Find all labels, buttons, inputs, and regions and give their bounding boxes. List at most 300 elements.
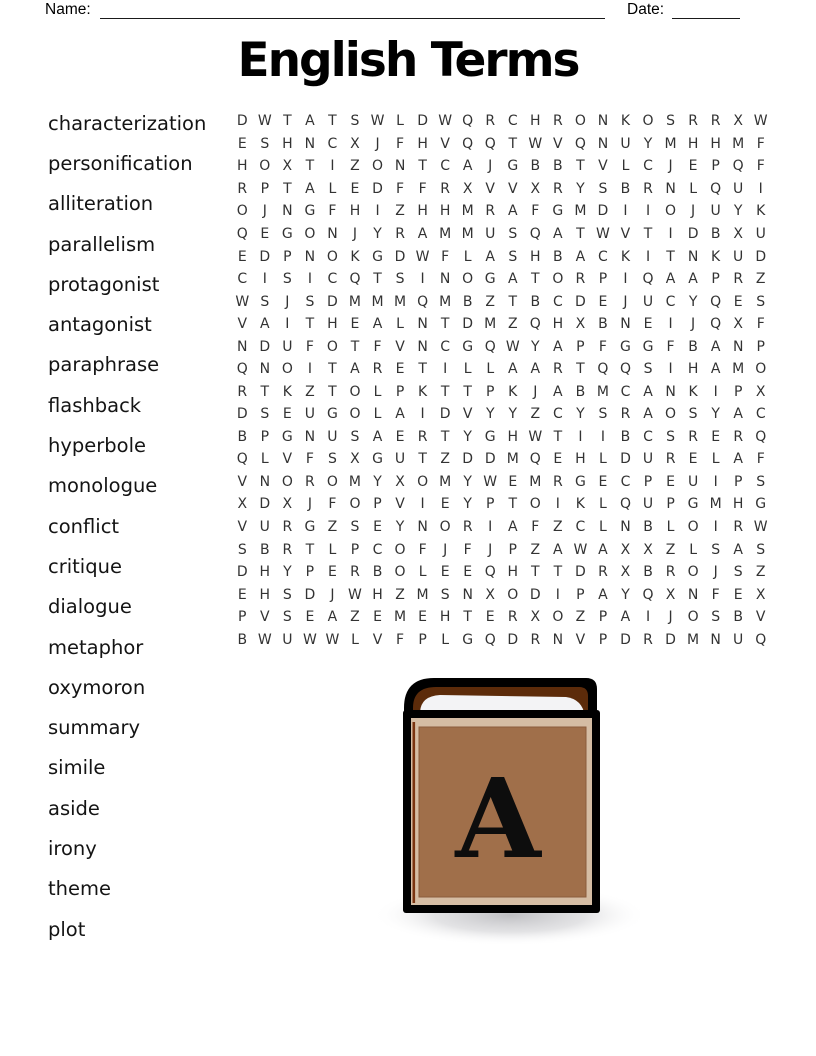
grid-letter: S	[598, 406, 608, 423]
grid-letter: D	[394, 248, 406, 265]
grid-letter: Y	[485, 406, 495, 423]
grid-letter: S	[666, 113, 675, 130]
grid-letter: H	[349, 203, 361, 220]
grid-letter: C	[440, 338, 451, 355]
grid-letter: A	[553, 383, 563, 400]
grid-letter: F	[305, 338, 314, 355]
grid-letter: R	[643, 631, 653, 648]
grid-letter: Z	[507, 316, 518, 333]
grid-letter: W	[528, 428, 543, 445]
grid-letter: X	[350, 135, 360, 152]
word-item: monologue	[48, 474, 158, 498]
grid-letter: D	[620, 451, 631, 468]
grid-letter: Q	[619, 496, 631, 513]
grid-letter: A	[643, 383, 653, 400]
grid-letter: E	[237, 135, 247, 152]
grid-letter: L	[689, 180, 697, 197]
grid-letter: V	[440, 135, 450, 152]
grid-letter: Q	[755, 631, 767, 648]
grid-letter: Y	[688, 293, 698, 310]
grid-letter: S	[350, 428, 360, 445]
grid-letter: A	[507, 271, 518, 288]
grid-letter: Z	[755, 564, 766, 581]
grid-letter: H	[417, 135, 428, 152]
grid-letter: R	[733, 519, 744, 535]
grid-letter: M	[439, 293, 452, 310]
grid-letter: H	[710, 135, 721, 152]
grid-letter: W	[573, 541, 588, 558]
grid-letter: B	[598, 316, 608, 333]
grid-letter: N	[282, 203, 293, 220]
grid-letter: V	[282, 451, 293, 468]
grid-letter: I	[623, 203, 628, 220]
grid-letter: Y	[621, 586, 630, 603]
grid-letter: H	[575, 451, 586, 468]
grid-letter: V	[598, 158, 608, 175]
grid-letter: P	[643, 473, 653, 490]
grid-letter: R	[665, 451, 676, 468]
page-title: English Terms	[237, 33, 579, 88]
grid-letter: H	[282, 135, 293, 152]
grid-letter: K	[711, 248, 721, 265]
grid-letter: T	[440, 316, 450, 333]
grid-letter: R	[598, 564, 608, 581]
grid-letter: N	[732, 338, 744, 355]
grid-letter: A	[462, 158, 473, 175]
grid-letter: Z	[575, 609, 586, 626]
grid-letter: C	[620, 473, 631, 490]
grid-letter: G	[327, 406, 338, 423]
grid-letter: S	[237, 541, 247, 558]
grid-letter: I	[713, 473, 718, 490]
grid-letter: Y	[508, 406, 518, 423]
grid-letter: R	[552, 180, 563, 197]
grid-letter: E	[305, 609, 315, 626]
grid-letter: H	[530, 113, 541, 130]
grid-letter: O	[642, 113, 654, 130]
word-item: aside	[48, 796, 100, 820]
grid-letter: M	[461, 225, 474, 242]
grid-letter: B	[530, 293, 541, 310]
grid-letter: N	[259, 361, 271, 378]
grid-letter: R	[417, 428, 428, 445]
grid-letter: T	[531, 271, 540, 288]
grid-letter: L	[599, 451, 607, 468]
grid-letter: E	[350, 180, 360, 197]
grid-letter: U	[642, 496, 654, 513]
grid-letter: S	[395, 271, 405, 288]
grid-letter: B	[553, 158, 563, 175]
grid-letter: L	[351, 631, 359, 648]
grid-letter: B	[643, 564, 653, 581]
grid-letter: X	[530, 180, 541, 197]
grid-letter: C	[552, 293, 563, 310]
grid-letter: B	[237, 631, 248, 648]
word-item: oxymoron	[48, 675, 146, 699]
grid-letter: X	[643, 541, 653, 558]
grid-letter: C	[620, 383, 631, 400]
grid-letter: T	[576, 158, 585, 175]
grid-letter: H	[530, 248, 541, 265]
grid-letter: L	[328, 180, 337, 197]
grid-letter: Q	[484, 631, 496, 648]
grid-letter: R	[507, 609, 518, 626]
word-item: hyperbole	[48, 434, 147, 458]
grid-letter: T	[418, 361, 427, 378]
grid-letter: U	[282, 631, 293, 648]
grid-letter: K	[282, 383, 292, 400]
word-item: personification	[48, 151, 193, 175]
grid-letter: N	[394, 158, 406, 175]
grid-letter: Q	[710, 180, 722, 197]
grid-letter: A	[688, 271, 698, 288]
grid-letter: U	[327, 428, 338, 445]
grid-letter: V	[553, 135, 563, 152]
grid-letter: S	[756, 473, 766, 490]
grid-letter: X	[395, 473, 405, 490]
grid-letter: S	[350, 113, 360, 130]
grid-letter: R	[462, 519, 473, 535]
grid-letter: A	[507, 203, 518, 220]
grid-letter: E	[463, 564, 473, 581]
grid-letter: Q	[755, 428, 767, 445]
grid-letter: E	[711, 428, 721, 445]
grid-letter: L	[373, 406, 382, 423]
grid-letter: J	[668, 609, 673, 626]
grid-letter: E	[598, 293, 608, 310]
grid-letter: J	[488, 158, 493, 175]
grid-letter: G	[372, 248, 383, 265]
grid-letter: E	[643, 316, 653, 333]
grid-letter: P	[711, 158, 720, 175]
grid-letter: P	[733, 473, 743, 490]
grid-letter: Q	[462, 135, 474, 152]
grid-letter: U	[687, 473, 699, 490]
grid-letter: E	[350, 316, 360, 333]
grid-letter: G	[687, 496, 699, 513]
grid-letter: A	[643, 406, 653, 423]
grid-letter: T	[553, 428, 563, 445]
grid-letter: P	[238, 609, 247, 626]
grid-letter: X	[733, 316, 743, 333]
grid-letter: I	[307, 271, 312, 288]
grid-letter: I	[488, 519, 493, 535]
grid-letter: A	[710, 361, 721, 378]
grid-letter: D	[484, 451, 496, 468]
grid-letter: E	[508, 473, 518, 490]
grid-letter: E	[418, 609, 428, 626]
grid-letter: O	[326, 338, 338, 355]
grid-letter: T	[440, 383, 450, 400]
grid-letter: R	[552, 361, 563, 378]
grid-letter: T	[328, 361, 337, 378]
grid-letter: S	[756, 293, 766, 310]
grid-letter: X	[350, 451, 360, 468]
grid-letter: L	[260, 451, 269, 468]
grid-letter: G	[755, 496, 767, 513]
grid-letter: T	[418, 451, 427, 468]
grid-letter: G	[620, 338, 631, 355]
grid-letter: F	[531, 203, 540, 220]
grid-letter: F	[396, 631, 405, 648]
grid-letter: F	[305, 451, 314, 468]
grid-letter: O	[665, 203, 677, 220]
grid-letter: I	[645, 248, 651, 265]
grid-letter: F	[418, 541, 427, 558]
grid-letter: A	[327, 609, 338, 626]
grid-letter: E	[485, 609, 495, 626]
date-label: Date:	[627, 1, 665, 18]
grid-letter: N	[665, 180, 676, 197]
word-item: theme	[48, 877, 111, 901]
grid-letter: Q	[642, 271, 654, 288]
grid-letter: W	[325, 631, 340, 648]
grid-letter: R	[733, 271, 744, 288]
grid-letter: H	[732, 496, 744, 513]
grid-letter: F	[666, 338, 675, 355]
grid-letter: S	[666, 428, 675, 445]
grid-letter: E	[373, 609, 382, 626]
grid-letter: P	[711, 271, 720, 288]
grid-letter: G	[552, 203, 564, 220]
grid-letter: B	[733, 609, 743, 626]
grid-letter: W	[483, 473, 498, 490]
word-item: plot	[48, 917, 86, 941]
grid-letter: I	[375, 203, 380, 220]
grid-letter: N	[710, 631, 721, 648]
grid-letter: F	[711, 586, 720, 603]
grid-letter: A	[733, 541, 743, 558]
book-icon	[360, 660, 640, 950]
grid-letter: M	[709, 496, 722, 513]
grid-letter: J	[262, 203, 267, 220]
grid-letter: H	[259, 564, 271, 581]
grid-letter: V	[755, 609, 766, 626]
grid-letter: O	[552, 271, 564, 288]
grid-letter: Y	[576, 406, 585, 423]
grid-letter: Z	[327, 519, 338, 535]
grid-letter: T	[350, 338, 360, 355]
grid-letter: J	[352, 225, 358, 242]
grid-letter: Q	[484, 338, 496, 355]
grid-letter: T	[508, 496, 518, 513]
grid-letter: T	[643, 225, 653, 242]
grid-letter: V	[372, 631, 383, 648]
grid-letter: P	[598, 271, 608, 288]
date-input-line[interactable]	[672, 0, 740, 19]
grid-letter: K	[508, 383, 518, 400]
grid-letter: S	[508, 248, 518, 265]
word-item: metaphor	[48, 635, 144, 659]
grid-letter: L	[689, 541, 697, 558]
grid-letter: U	[733, 180, 744, 197]
grid-letter: G	[281, 225, 293, 242]
grid-letter: V	[620, 225, 631, 242]
grid-letter: D	[507, 631, 519, 648]
grid-letter: D	[259, 248, 271, 265]
grid-letter: G	[507, 158, 519, 175]
grid-letter: C	[755, 406, 766, 423]
grid-letter: N	[417, 338, 428, 355]
grid-letter: N	[304, 248, 316, 265]
grid-letter: I	[645, 609, 651, 626]
grid-letter: E	[237, 248, 247, 265]
grid-letter: F	[756, 158, 765, 175]
grid-letter: R	[733, 428, 744, 445]
grid-letter: Q	[484, 135, 496, 152]
grid-letter: Z	[395, 203, 405, 220]
grid-letter: N	[552, 631, 564, 648]
grid-letter: E	[688, 451, 698, 468]
grid-letter: O	[665, 406, 677, 423]
word-item: summary	[48, 716, 141, 740]
grid-letter: P	[598, 631, 608, 648]
grid-letter: X	[733, 113, 743, 130]
grid-letter: E	[373, 519, 382, 535]
grid-letter: T	[576, 225, 585, 242]
grid-letter: O	[755, 361, 767, 378]
grid-letter: Q	[529, 225, 541, 242]
grid-letter: B	[553, 248, 563, 265]
grid-letter: Q	[484, 564, 496, 581]
word-item: paraphrase	[48, 353, 160, 377]
grid-letter: S	[305, 293, 315, 310]
grid-letter: A	[305, 180, 315, 197]
grid-letter: M	[732, 361, 745, 378]
grid-letter: Q	[619, 361, 631, 378]
grid-letter: I	[285, 316, 290, 333]
grid-letter: Z	[755, 271, 766, 288]
grid-letter: U	[282, 338, 293, 355]
grid-letter: Z	[440, 451, 450, 468]
grid-letter: S	[260, 406, 270, 423]
grid-letter: G	[642, 338, 654, 355]
grid-letter: O	[394, 541, 406, 558]
grid-letter: M	[394, 293, 407, 310]
grid-letter: L	[396, 113, 404, 130]
grid-letter: U	[642, 293, 654, 310]
grid-letter: N	[620, 519, 631, 535]
grid-letter: U	[733, 248, 744, 265]
grid-letter: A	[530, 361, 541, 378]
book-spine-fold-line	[413, 722, 416, 903]
grid-letter: T	[531, 564, 540, 581]
grid-letter: Q	[732, 158, 744, 175]
grid-letter: D	[529, 586, 541, 603]
grid-letter: S	[508, 225, 518, 242]
grid-letter: D	[327, 293, 338, 310]
grid-letter: X	[620, 541, 631, 558]
grid-letter: J	[691, 203, 696, 220]
grid-letter: O	[687, 564, 699, 581]
grid-letter: E	[282, 406, 292, 423]
grid-letter: K	[575, 496, 585, 513]
grid-letter: L	[463, 361, 472, 378]
grid-letter: R	[485, 113, 496, 130]
grid-letter: A	[260, 316, 270, 333]
grid-letter: S	[711, 609, 721, 626]
grid-letter: P	[260, 180, 270, 197]
grid-letter: M	[371, 293, 384, 310]
grid-letter: X	[755, 383, 766, 400]
word-item: flashback	[48, 393, 142, 417]
grid-letter: I	[443, 361, 448, 378]
name-input-line[interactable]	[100, 0, 605, 19]
grid-letter: H	[687, 135, 699, 152]
grid-letter: K	[350, 248, 360, 265]
grid-letter: A	[710, 338, 721, 355]
grid-letter: G	[304, 519, 316, 535]
grid-letter: P	[283, 248, 292, 265]
grid-letter: O	[281, 473, 293, 490]
grid-letter: G	[462, 338, 474, 355]
grid-letter: D	[372, 180, 383, 197]
grid-letter: H	[552, 316, 564, 333]
grid-letter: W	[753, 519, 768, 535]
grid-letter: J	[285, 293, 290, 310]
grid-letter: U	[710, 203, 721, 220]
grid-letter: J	[533, 383, 538, 400]
grid-letter: W	[596, 225, 610, 242]
grid-letter: X	[530, 609, 541, 626]
grid-letter: T	[666, 248, 675, 265]
grid-letter: A	[372, 428, 383, 445]
word-item: characterization	[48, 111, 207, 135]
grid-letter: K	[620, 113, 631, 130]
grid-letter: O	[552, 609, 564, 626]
grid-letter: G	[304, 203, 316, 220]
grid-letter: M	[348, 473, 362, 490]
grid-letter: W	[528, 135, 543, 152]
grid-letter: R	[485, 203, 496, 220]
grid-letter: L	[328, 541, 337, 558]
grid-letter: D	[236, 406, 248, 423]
grid-letter: T	[305, 158, 315, 175]
grid-letter: M	[484, 316, 497, 333]
grid-letter: N	[304, 428, 316, 445]
grid-letter: O	[349, 383, 361, 400]
grid-letter: E	[553, 451, 563, 468]
grid-letter: R	[688, 428, 698, 445]
grid-letter: N	[327, 225, 338, 242]
grid-letter: O	[326, 473, 338, 490]
grid-letter: S	[282, 609, 292, 626]
grid-letter: S	[260, 135, 270, 152]
grid-letter: W	[348, 586, 362, 603]
grid-letter: D	[665, 631, 676, 648]
grid-letter: X	[237, 496, 248, 513]
grid-letter: D	[259, 338, 271, 355]
grid-letter: Z	[665, 541, 676, 558]
grid-letter: E	[395, 361, 405, 378]
grid-letter: B	[372, 564, 383, 581]
grid-letter: O	[236, 203, 248, 220]
grid-letter: F	[441, 248, 450, 265]
grid-letter: R	[688, 113, 698, 130]
grid-letter: X	[282, 158, 293, 175]
grid-letter: O	[439, 519, 451, 535]
grid-letter: E	[237, 586, 247, 603]
grid-letter: W	[302, 631, 317, 648]
grid-letter: A	[553, 225, 563, 242]
grid-letter: L	[373, 383, 382, 400]
grid-letter: D	[755, 248, 767, 265]
grid-letter: Y	[711, 406, 720, 423]
grid-letter: C	[665, 293, 676, 310]
grid-letter: Y	[463, 428, 472, 445]
grid-letter: Z	[485, 293, 496, 310]
grid-letter: T	[463, 609, 472, 626]
